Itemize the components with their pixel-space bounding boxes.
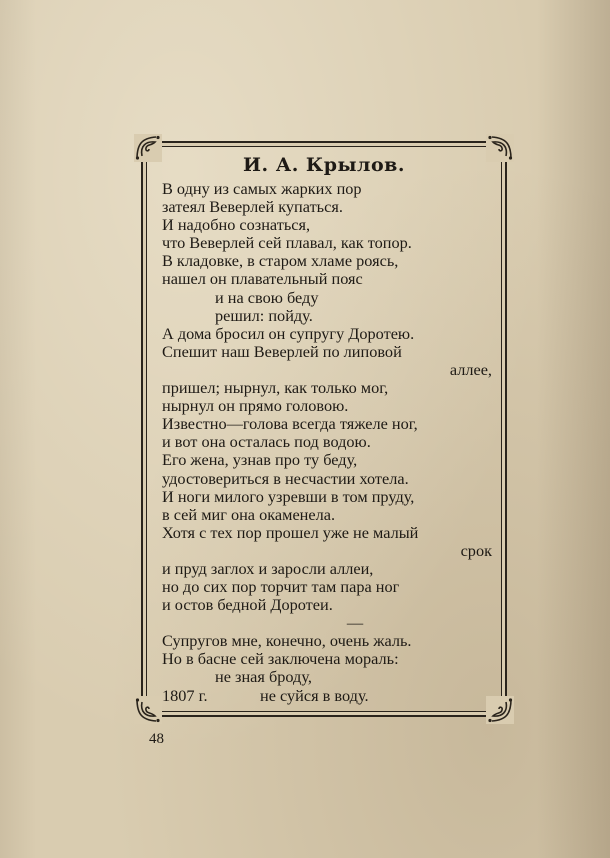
closing-line [162, 687, 492, 705]
poem-line: А дома бросил он супругу Доротею. [162, 323, 415, 343]
ornamental-frame [138, 138, 510, 720]
poem-line: Супругов мне, конечно, очень жаль. [162, 631, 412, 651]
final-line: не суйся в воду. [260, 685, 369, 705]
poem-line: аллее, [449, 359, 492, 379]
poem-line: срок [460, 540, 492, 560]
poem-body [162, 180, 492, 705]
poem-line: нашел он плавательный пояс [162, 269, 363, 289]
poem-line: что Веверлей сей плавал, как топор. [162, 233, 412, 253]
poem-line: Спешит наш Веверлей по липовой [162, 341, 402, 361]
section-divider: — [346, 613, 364, 633]
corner-ornament-icon [134, 696, 162, 724]
poem-stanza [162, 180, 492, 614]
poem-line: И надобно сознаться, [162, 215, 311, 235]
poem-line: и на свою беду [215, 287, 319, 307]
poem-line: в сей миг она окаменела. [162, 504, 336, 524]
moral-stanza [162, 632, 492, 686]
poem-line: В кладовке, в старом хламе роясь, [162, 251, 399, 271]
poem-line: затеял Веверлей купаться. [162, 197, 343, 217]
poem-line: и пруд заглох и заросли аллеи, [162, 558, 374, 578]
poem-line: В одну из самых жарких пор [162, 179, 362, 198]
poem-line: но до сих пор торчит там пара ног [162, 577, 400, 597]
author-title: И. А. Крылов. [243, 154, 405, 176]
poem-line: и вот она осталась под водою. [162, 432, 371, 452]
poem-line: пришел; нырнул, как только мог, [162, 378, 389, 398]
poem-line: не зная броду, [215, 667, 312, 687]
poem-line: И ноги милого узревши в том пруду, [162, 486, 415, 506]
poem-line: Но в басне сей заключена мораль: [162, 649, 399, 669]
page-number: 48 [149, 731, 164, 747]
poem-line: Его жена, узнав про ту беду, [162, 450, 358, 470]
poem-line: Хотя с тех пор прошел уже не малый [162, 522, 419, 542]
poem-line: решил: пойду. [215, 305, 313, 325]
poem-line: удостовериться в несчастии хотела. [162, 468, 409, 488]
poem-line: нырнул он прямо головою. [162, 396, 349, 416]
poem-year: 1807 г. [162, 685, 208, 705]
poem-line: Известно—голова всегда тяжеле ног, [162, 414, 418, 434]
poem-line: и остов бедной Доротеи. [162, 595, 333, 615]
